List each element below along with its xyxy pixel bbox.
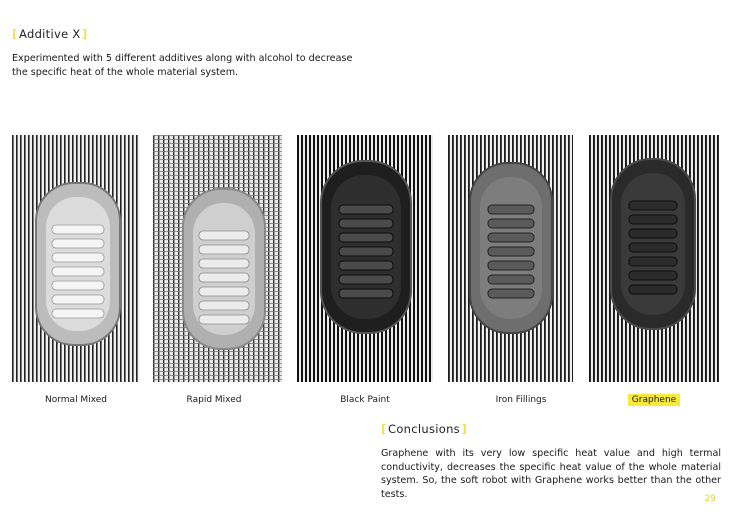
caption-iron-fillings: Iron Fillings [495,395,547,405]
caption-black-paint: Black Paint [340,395,390,405]
sample-photo-black-paint [297,135,433,382]
caption-graphene: Graphene [584,395,724,405]
sample-photo-iron-fillings [448,135,573,382]
section-title-conclusions: [ Conclusions ] [381,422,467,436]
conclusions-paragraph: Graphene with its very low specific heat value and high termal conductivity, decreases the specific heat value of the whole material system. So, the soft robot with Graphene works better than the other tests. [381,448,721,500]
sample-photo-rapid-mixed [153,135,282,382]
intro-paragraph: Experimented with 5 different additives along with alcohol to decrease the specific heat of the whole material system. [12,53,353,78]
sample-photo-graphene [589,135,719,382]
page-number: 29 [704,494,716,504]
sample-image [12,135,139,382]
sample-image [448,135,573,382]
section-title-additive: [ Additive X ] [12,27,88,41]
sample-image [297,135,433,382]
caption-normal-mixed: Normal Mixed [45,395,107,405]
caption-rapid-mixed: Rapid Mixed [186,395,242,405]
sample-photo-normal-mixed [12,135,139,382]
sample-image [153,135,282,382]
sample-image [589,135,719,382]
section-title-text: Additive X [19,27,81,41]
section-title-text: Conclusions [388,422,460,436]
